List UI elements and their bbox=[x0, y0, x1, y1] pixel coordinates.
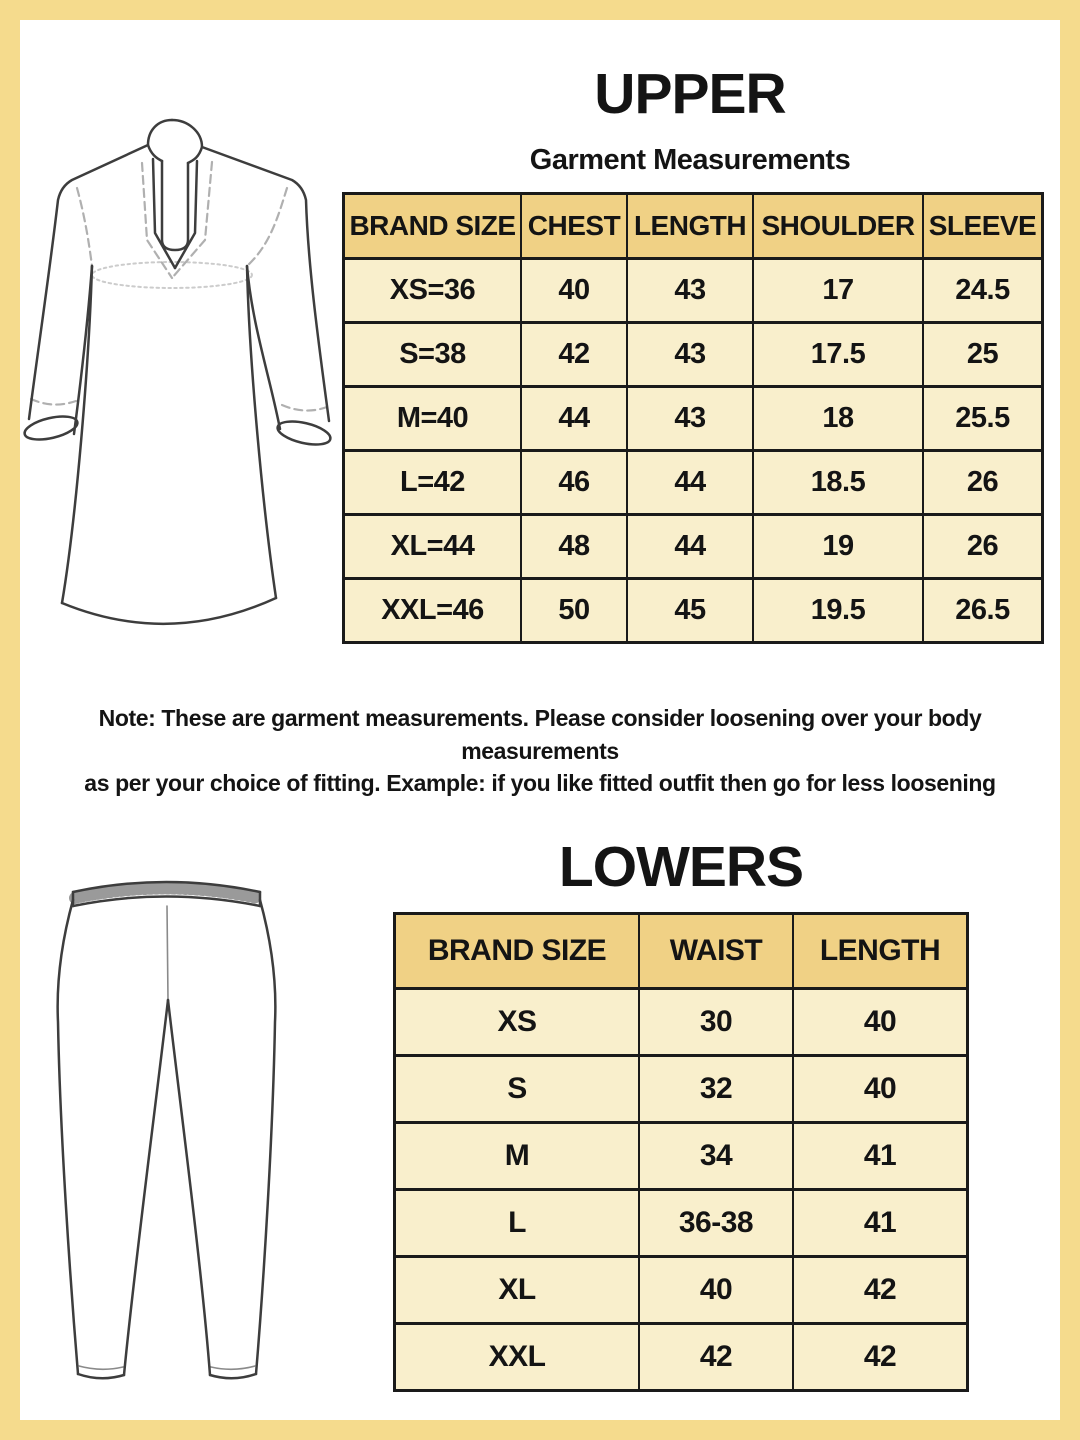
table-cell: XL bbox=[396, 1258, 638, 1322]
table-cell: L=42 bbox=[345, 452, 520, 513]
table-cell: 42 bbox=[640, 1325, 792, 1389]
upper-col-header: SLEEVE bbox=[924, 195, 1041, 257]
table-cell: XS=36 bbox=[345, 260, 520, 321]
table-cell: 42 bbox=[794, 1258, 966, 1322]
table-cell: M=40 bbox=[345, 388, 520, 449]
upper-col-header: SHOULDER bbox=[754, 195, 922, 257]
table-cell: XXL bbox=[396, 1325, 638, 1389]
table-cell: 45 bbox=[628, 580, 752, 641]
table-cell: 46 bbox=[522, 452, 626, 513]
measurement-note bbox=[20, 702, 1060, 800]
table-cell: 30 bbox=[640, 990, 792, 1054]
lowers-size-table bbox=[393, 912, 969, 1392]
table-cell: 44 bbox=[522, 388, 626, 449]
table-cell: 40 bbox=[794, 990, 966, 1054]
table-cell: 17.5 bbox=[754, 324, 922, 385]
table-cell: 24.5 bbox=[924, 260, 1041, 321]
upper-col-header: BRAND SIZE bbox=[345, 195, 520, 257]
lowers-title: LOWERS bbox=[558, 835, 804, 899]
table-cell: 42 bbox=[522, 324, 626, 385]
table-cell: 43 bbox=[628, 260, 752, 321]
table-cell: 26 bbox=[924, 516, 1041, 577]
table-cell: 41 bbox=[794, 1124, 966, 1188]
table-cell: XS bbox=[396, 990, 638, 1054]
upper-size-table bbox=[342, 192, 1044, 644]
note-line-2: as per your choice of fitting. Example: if you like fitted outfit then go for less loosening bbox=[84, 770, 996, 797]
table-cell: 32 bbox=[640, 1057, 792, 1121]
table-cell: 25.5 bbox=[924, 388, 1041, 449]
table-cell: 40 bbox=[640, 1258, 792, 1322]
table-cell: 44 bbox=[628, 452, 752, 513]
table-cell: 34 bbox=[640, 1124, 792, 1188]
table-cell: S bbox=[396, 1057, 638, 1121]
table-cell: 43 bbox=[628, 388, 752, 449]
upper-col-header: LENGTH bbox=[628, 195, 752, 257]
table-cell: L bbox=[396, 1191, 638, 1255]
table-cell: XXL=46 bbox=[345, 580, 520, 641]
table-cell: S=38 bbox=[345, 324, 520, 385]
table-cell: 25 bbox=[924, 324, 1041, 385]
note-line-1: Note: These are garment measurements. Please consider loosening over your body measurements bbox=[98, 705, 982, 764]
table-cell: 40 bbox=[522, 260, 626, 321]
lowers-col-header: WAIST bbox=[640, 915, 792, 987]
leggings-illustration-icon bbox=[38, 868, 330, 1420]
table-cell: 41 bbox=[794, 1191, 966, 1255]
upper-subtitle: Garment Measurements bbox=[529, 144, 851, 176]
table-cell: 42 bbox=[794, 1325, 966, 1389]
table-cell: 44 bbox=[628, 516, 752, 577]
content-area bbox=[20, 20, 1060, 1420]
table-cell: 26.5 bbox=[924, 580, 1041, 641]
table-cell: 36-38 bbox=[640, 1191, 792, 1255]
table-cell: XL=44 bbox=[345, 516, 520, 577]
kurta-illustration-icon bbox=[20, 35, 345, 660]
table-cell: 40 bbox=[794, 1057, 966, 1121]
table-cell: 18.5 bbox=[754, 452, 922, 513]
upper-col-header: CHEST bbox=[522, 195, 626, 257]
lowers-col-header: LENGTH bbox=[794, 915, 966, 987]
table-cell: 17 bbox=[754, 260, 922, 321]
table-cell: 18 bbox=[754, 388, 922, 449]
lowers-col-header: BRAND SIZE bbox=[396, 915, 638, 987]
table-cell: M bbox=[396, 1124, 638, 1188]
table-cell: 43 bbox=[628, 324, 752, 385]
table-cell: 50 bbox=[522, 580, 626, 641]
table-cell: 19 bbox=[754, 516, 922, 577]
table-cell: 26 bbox=[924, 452, 1041, 513]
table-cell: 48 bbox=[522, 516, 626, 577]
upper-title: UPPER bbox=[594, 62, 786, 126]
table-cell: 19.5 bbox=[754, 580, 922, 641]
